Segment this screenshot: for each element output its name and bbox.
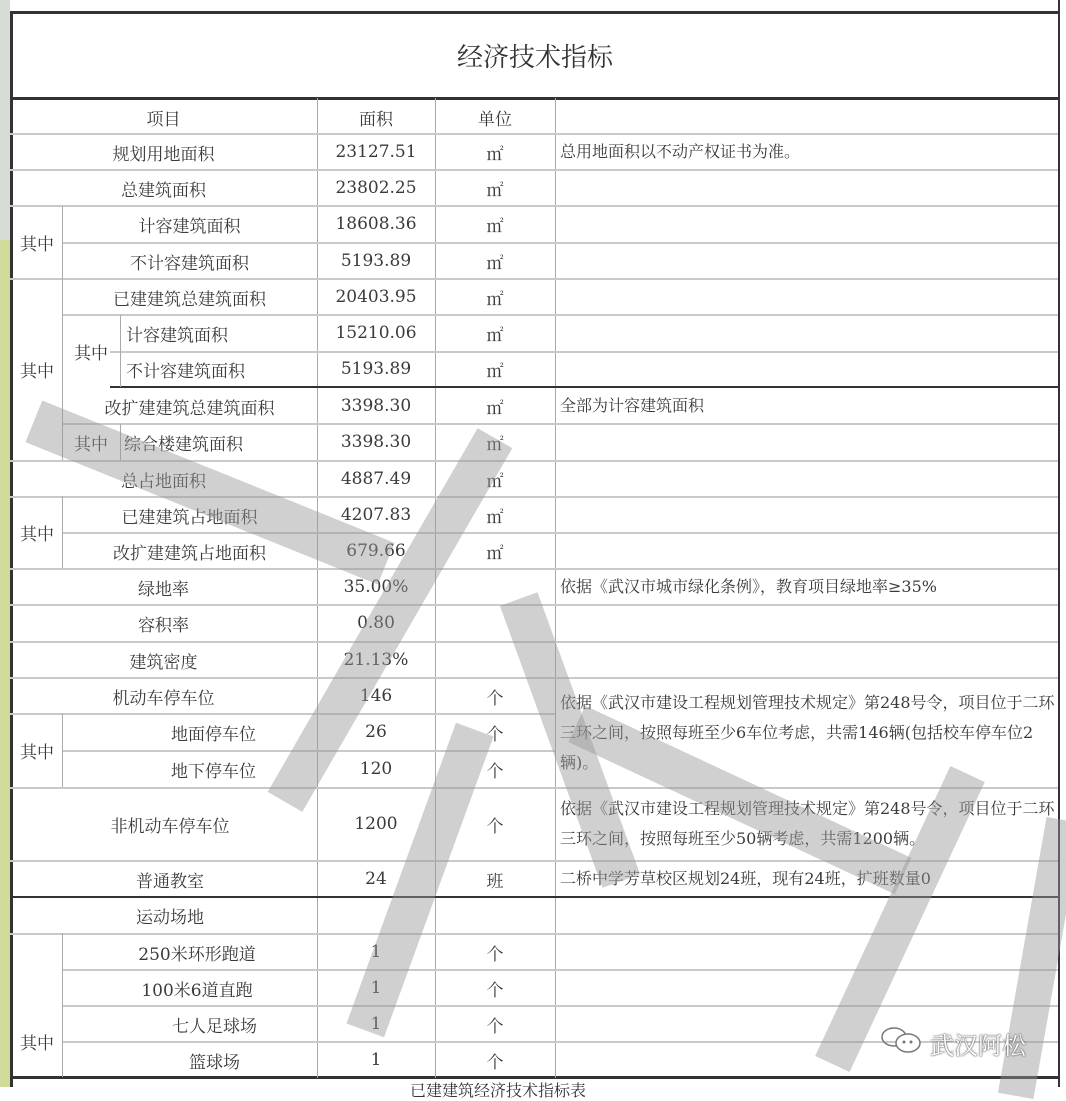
row-label: 绿地率 <box>138 579 189 600</box>
row-label: 容积率 <box>138 615 189 636</box>
row-note: 依据《武汉市建设工程规划管理技术规定》第248号令，项目位于二环三环之间，按照每班至少6车位考虑，共需146辆(包括校车停车位2辆)。 <box>560 693 1055 772</box>
row-unit: 个 <box>486 980 504 1001</box>
group-label: 其中 <box>20 742 54 763</box>
row-label: 地面停车位 <box>171 724 256 745</box>
row-label: 已建建筑占地面积 <box>121 507 258 528</box>
row-label: 篮球场 <box>189 1052 240 1073</box>
row-unit: ㎡ <box>486 144 504 165</box>
row-value: 3398.30 <box>340 396 412 416</box>
row-unit: 个 <box>486 688 504 709</box>
header-area: 面积 <box>359 109 393 130</box>
row-value: 26 <box>365 722 387 742</box>
row-value: 1 <box>370 1014 382 1034</box>
row-label: 运动场地 <box>136 908 204 928</box>
row-label: 计容建筑面积 <box>126 325 228 346</box>
row-value: 3398.30 <box>340 432 412 452</box>
row-value: 679.66 <box>346 541 406 561</box>
group-label: 其中 <box>20 524 54 545</box>
group-label: 其中 <box>20 362 54 382</box>
row-unit: ㎡ <box>486 361 504 382</box>
row-label: 100米6道直跑 <box>141 980 253 1001</box>
page-title: 经济技术指标 <box>456 43 613 73</box>
row-unit: ㎡ <box>486 398 504 419</box>
row-label: 非机动车停车位 <box>110 816 230 837</box>
row-unit: ㎡ <box>486 507 504 528</box>
row-note: 二桥中学芳草校区规划24班，现有24班，扩班数量0 <box>560 869 931 888</box>
row-unit: ㎡ <box>486 325 504 346</box>
row-label: 不计容建筑面积 <box>130 253 249 274</box>
row-value: 4207.83 <box>340 505 412 525</box>
row-value: 4887.49 <box>340 469 412 489</box>
row-value: 5193.89 <box>340 251 412 271</box>
row-label: 改扩建建筑占地面积 <box>113 543 266 564</box>
row-unit: ㎡ <box>486 216 504 237</box>
row-unit: 个 <box>486 1016 504 1037</box>
subgroup-label: 其中 <box>74 434 108 455</box>
row-value: 23802.25 <box>335 178 417 198</box>
row-note: 依据《武汉市建设工程规划管理技术规定》第248号令，项目位于二环三环之间，按照每班至少50辆考虑，共需1200辆。 <box>560 799 1055 848</box>
row-unit: 个 <box>486 1052 504 1073</box>
row-label: 不计容建筑面积 <box>126 361 245 382</box>
row-unit: ㎡ <box>486 180 504 201</box>
row-value: 21.13% <box>343 650 409 670</box>
wechat-brand-watermark <box>880 1025 1026 1061</box>
row-label: 改扩建建筑总建筑面积 <box>104 398 275 419</box>
row-unit: 个 <box>486 944 504 965</box>
next-table-title-partial: 已建建筑经济技术指标表 <box>410 1081 587 1100</box>
row-value: 35.00% <box>343 577 409 597</box>
row-unit: ㎡ <box>486 471 504 492</box>
wechat-icon <box>880 1025 924 1061</box>
row-unit: ㎡ <box>486 289 504 310</box>
row-value: 120 <box>359 759 393 779</box>
group-label: 其中 <box>20 1033 54 1054</box>
row-value: 20403.95 <box>335 287 417 307</box>
row-unit: 个 <box>486 761 504 782</box>
row-unit: 个 <box>486 816 504 837</box>
row-label: 七人足球场 <box>172 1016 257 1037</box>
row-label: 地下停车位 <box>171 761 256 782</box>
group-label: 其中 <box>20 235 54 255</box>
row-label: 综合楼建筑面积 <box>124 434 243 455</box>
group-line <box>62 713 63 787</box>
row-value: 15210.06 <box>335 323 417 343</box>
row-unit: ㎡ <box>486 543 504 564</box>
row-value: 1 <box>370 942 382 962</box>
row-value: 18608.36 <box>335 214 417 234</box>
row-unit: ㎡ <box>486 253 504 274</box>
row-note: 总用地面积以不动产权证书为准。 <box>560 142 801 161</box>
row-label: 总建筑面积 <box>121 180 206 201</box>
row-value: 5193.89 <box>340 359 412 379</box>
row-label: 普通教室 <box>136 871 204 892</box>
row-label: 建筑密度 <box>129 652 198 673</box>
row-value: 23127.51 <box>335 142 417 162</box>
row-value: 146 <box>359 686 393 706</box>
brand-name: 武汉阿松 <box>930 1031 1026 1060</box>
row-label: 总占地面积 <box>121 471 206 492</box>
row-label: 规划用地面积 <box>112 144 215 165</box>
row-value: 24 <box>365 869 387 889</box>
subgroup-label: 其中 <box>74 343 108 364</box>
row-note: 依据《武汉市城市绿化条例》，教育项目绿地率≥35% <box>560 577 937 596</box>
row-value: 1200 <box>354 814 398 834</box>
row-label: 计容建筑面积 <box>138 216 241 237</box>
header-item: 项目 <box>146 109 181 130</box>
row-unit: 个 <box>486 724 504 745</box>
row-value: 1 <box>370 978 382 998</box>
row-unit: ㎡ <box>486 434 504 455</box>
row-label: 已建建筑总建筑面积 <box>113 289 266 310</box>
background-strip-gray <box>0 0 10 240</box>
row-note: 全部为计容建筑面积 <box>560 396 705 415</box>
row-value: 1 <box>370 1050 382 1070</box>
row-label: 机动车停车位 <box>112 688 215 709</box>
header-unit: 单位 <box>478 109 512 130</box>
row-label: 250米环形跑道 <box>138 944 256 965</box>
row-unit: 班 <box>486 871 504 892</box>
row-value: 0.80 <box>357 613 395 633</box>
